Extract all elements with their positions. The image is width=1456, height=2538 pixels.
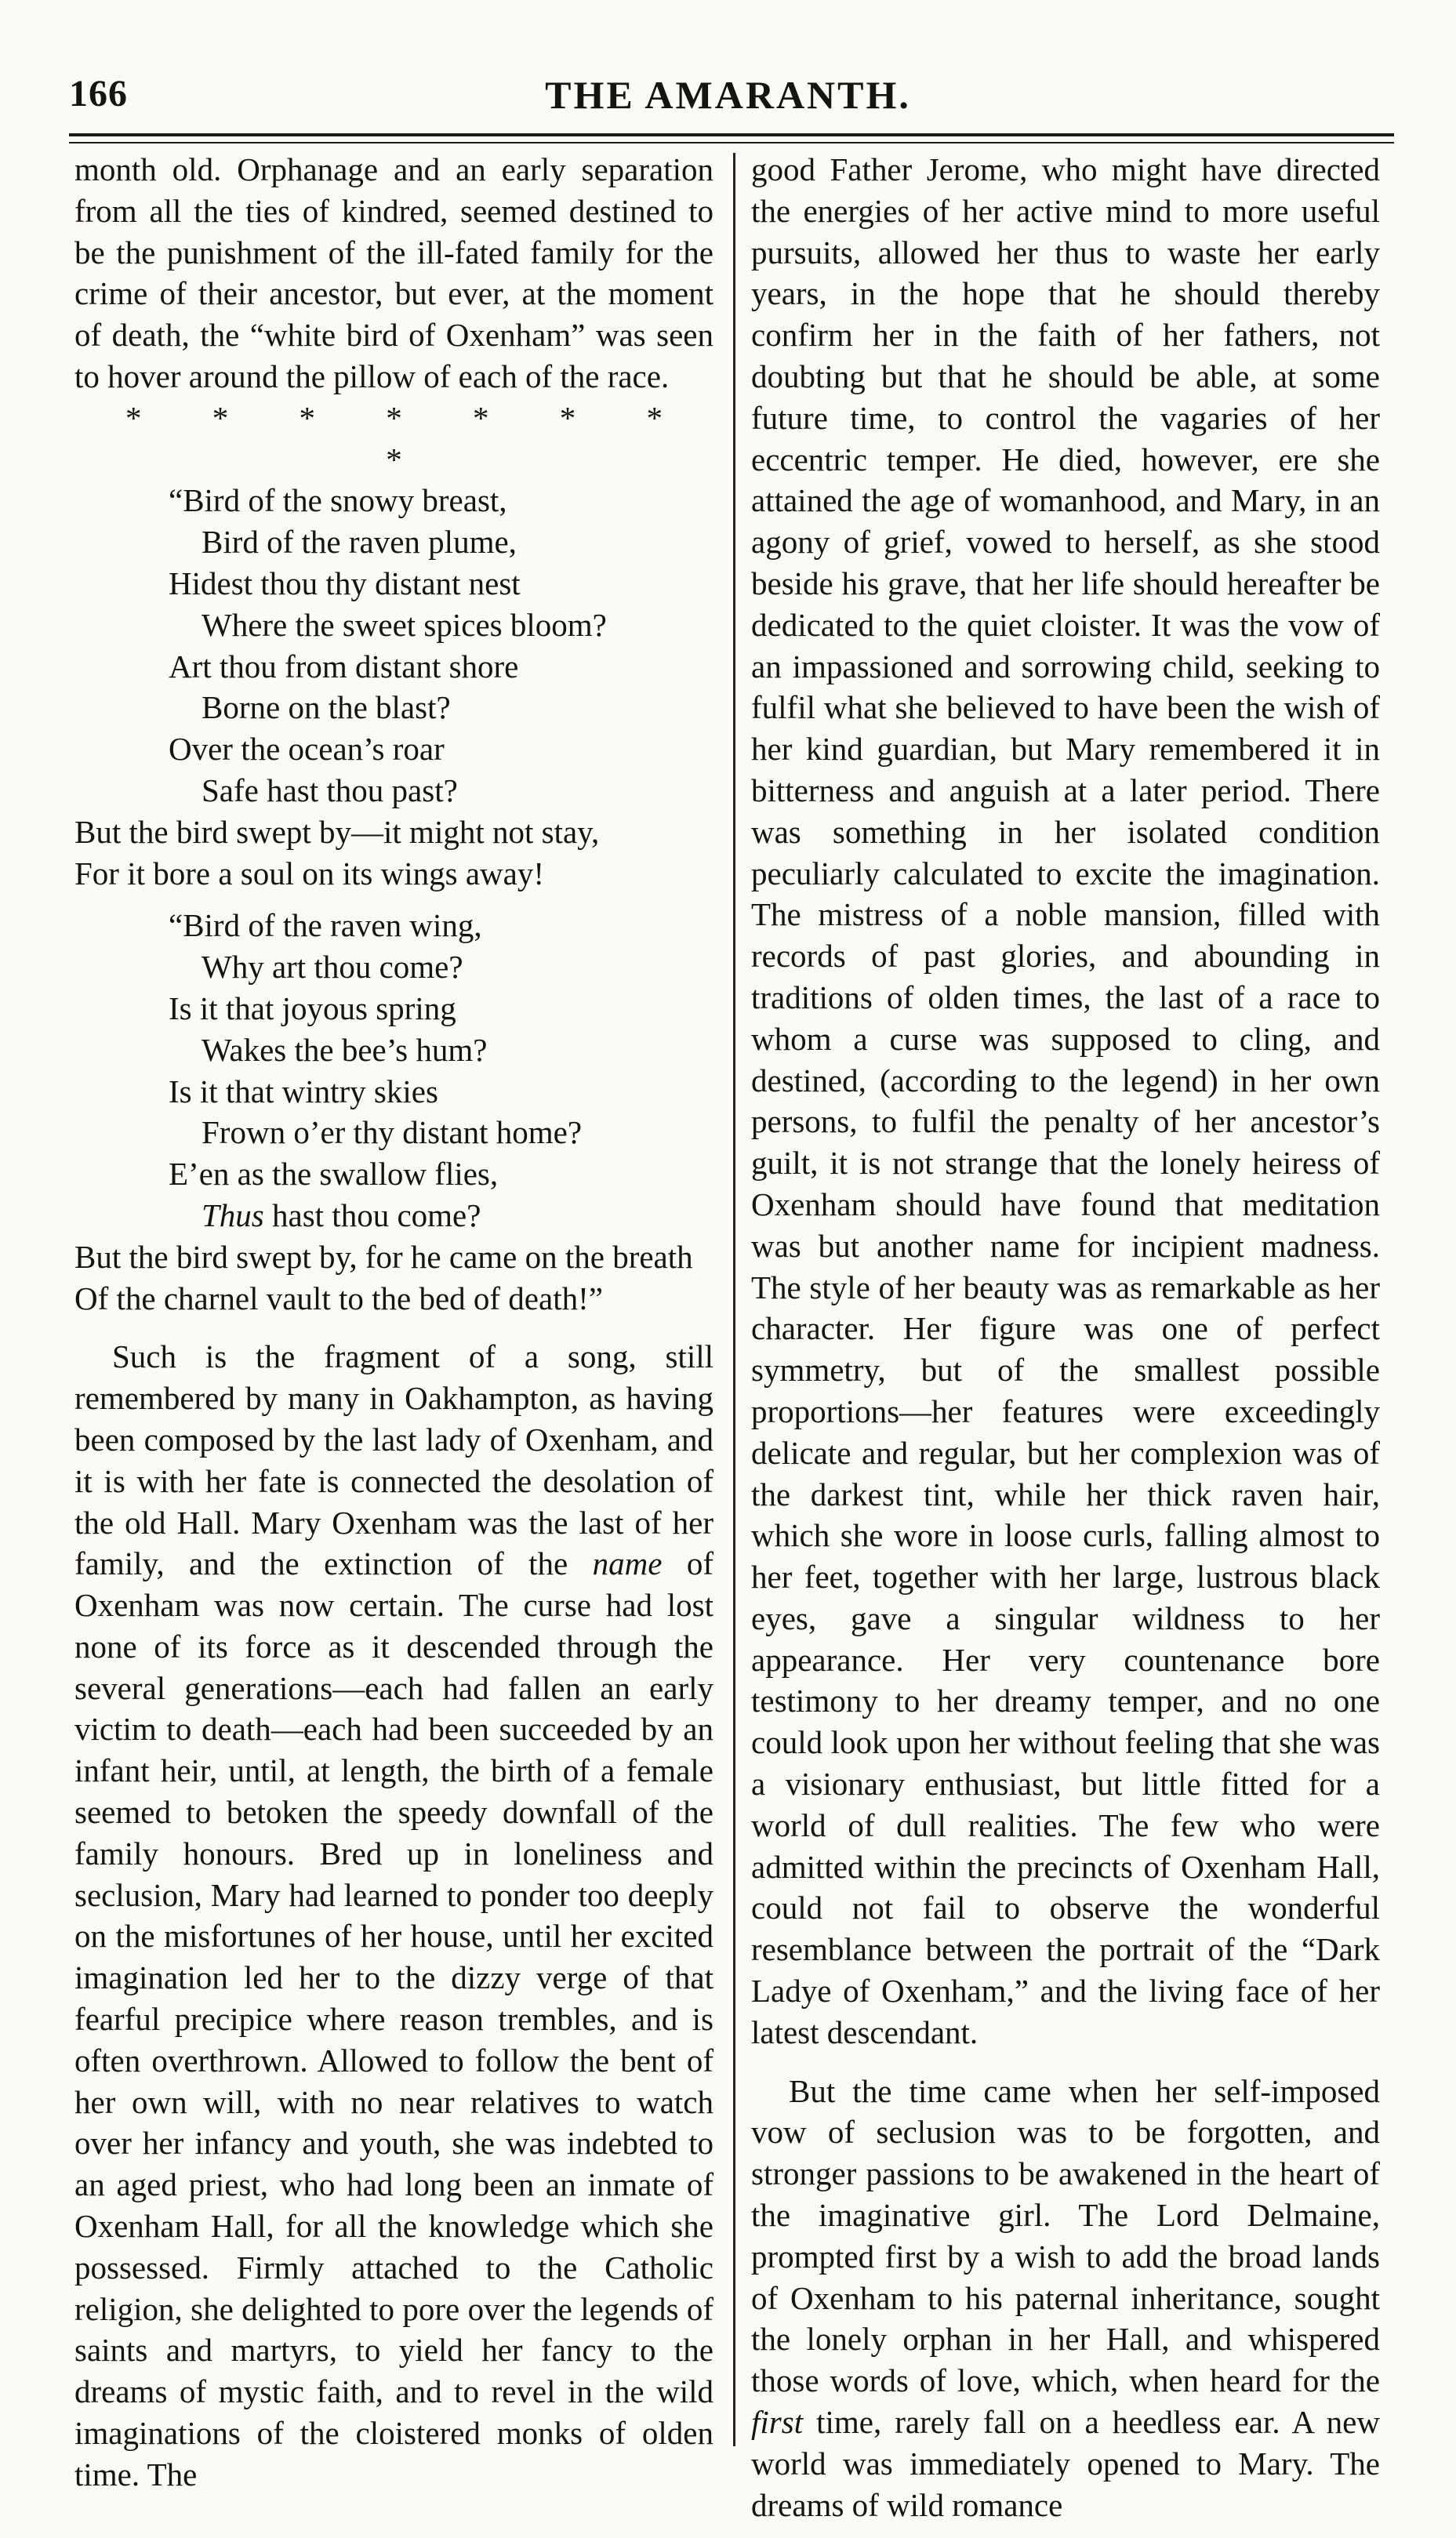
body-paragraph: good Father Jerome, who might have directed the energies of her active mind to more useful pursuits, allowed her thus to waste her early years, in the hope that he should thereby confirm her in the faith of her fathers, not doubting but that he should be able, at some future time, to control the vagaries of her eccentric temper. He died, however, ere she attained the age of womanhood, and Mary, in an agony of grief, vowed to herself, as she stood beside his grave, that her life should hereafter be dedicated to the quiet cloister. It was the vow of an impassioned and sorrowing child, seeking to fulfil what she believed to have been the wish of her kind guardian, but Mary remembered it in bitterness and anguish at a later period. There was something in her isolated condition peculiarly calculated to excite the imagination. The mistress of a noble mansion, filled with records of past glories, and abounding in traditions of olden times, the last of a race to whom a curse was supposed to cling, and destined, (according to the legend) in her own persons, to fulfil the penalty of her ancestor’s guilt, it is not strange that the lonely heiress of Oxenham should have found that meditation was but another name for incipient madness. The style of her beauty was as remarkable as her character. Her figure was one of perfect symmetry, but of the smallest possible proportions—her features were exceedingly delicate and regular, but her complexion was of the darkest tint, while her thick raven hair, which she wore in loose curls, falling almost to her feet, together with her large, lustrous black eyes, gave a singular wildness to her appearance. Her very countenance bore testimony to her dreamy temper, and no one could look upon her without feeling that she was a visionary enthusiast, but little fitted for a world of dull realities. The few who were admitted within the precincts of Oxenham Hall, could not fail to observe the wonderful resemblance between the portrait of the “Dark Ladye of Oxenham,” and the living face of her latest descendant. [751, 151, 1380, 2050]
page-number: 166 [69, 73, 128, 114]
column-divider [733, 153, 735, 2446]
poem-refrain-line: But the bird swept by—it might not stay, [74, 813, 600, 850]
poem-line: Where the sweet spices bloom? [202, 606, 607, 643]
poem-stanza-2 [74, 905, 713, 1319]
poem-line: Art thou from distant shore [169, 648, 519, 684]
italic-word: Thus [202, 1196, 264, 1233]
poem-line: Why art thou come? [202, 949, 463, 986]
poem-line: Bird of the raven plume, [202, 524, 517, 561]
poem-line: Borne on the blast? [202, 689, 451, 726]
poem-line: Over the ocean’s roar [169, 731, 445, 768]
poem-line: Wakes the bee’s hum? [202, 1031, 488, 1068]
poem-line [74, 1195, 713, 1236]
text-run: Such is the fragment of a song, still remembered by many in Oakhampton, as having been composed by the last lady of Oxenham, and it is with her fate is connected the desolation of the old Hall. Mary Oxenham was the last of her family, and the extinction of the [74, 1338, 713, 1582]
left-column [74, 149, 713, 2496]
poem-line: E’en as the swallow flies, [169, 1156, 499, 1193]
poem-line: Frown o’er thy distant home? [202, 1114, 583, 1151]
header-rule-thick [69, 133, 1394, 136]
opening-paragraph: month old. Orphanage and an early separation from all the ties of kindred, seemed destined to be the punishment of the ill-fated family for the crime of their ancestor, but ever, at the moment of death, the “white bird of Oxenham” was seen to hover around the pillow of each of the race. [74, 151, 713, 394]
poem-refrain-line: Of the charnel vault to the bed of death!” [74, 1280, 603, 1316]
running-title: THE AMARANTH. [545, 73, 911, 117]
poem-line: Hidest thou thy distant nest [169, 565, 521, 601]
poem-line-rest: hast thou come? [263, 1196, 481, 1233]
section-break-stars: * * * * * * * * [125, 399, 694, 477]
italic-word: name [592, 1545, 663, 1582]
poem-line: “Bird of the raven wing, [169, 907, 482, 944]
poem-refrain-line: For it bore a soul on its wings away! [74, 855, 544, 891]
poem-line: Is it that wintry skies [169, 1073, 438, 1109]
right-column [751, 149, 1380, 2525]
body-paragraph [74, 1336, 713, 2495]
italic-word: first [751, 2404, 804, 2441]
text-run: time, rarely fall on a heedless ear. A new world was immediately opened to Mary. The dreams of wild romance [751, 2404, 1380, 2523]
body-paragraph [751, 2071, 1380, 2526]
header-rule-thin [69, 142, 1394, 143]
poem-line: Is it that joyous spring [169, 989, 456, 1026]
poem-refrain-line: But the bird swept by, for he came on the breath [74, 1238, 693, 1275]
poem-line: Safe hast thou past? [202, 772, 458, 808]
text-run: of Oxenham was now certain. The curse had lost none of its force as it descended through the several generations—each had fallen an early victim to death—each had been succeeded by an infant heir, until, at length, the birth of a female seemed to betoken the speedy downfall of the family honours. Bred up in loneliness and seclusion, Mary had learned to ponder too deeply on the misfortunes of her house, until her excited imagination led her to the dizzy verge of that fearful precipice where reason trembles, and is often overthrown. Allowed to follow the bent of her own will, with no near relatives to watch over her infancy and youth, she was indebted to an aged priest, who had long been an inmate of Oxenham Hall, for all the knowledge which she possessed. Firmly attached to the Catholic religion, she delighted to pore over the legends of saints and martyrs, to yield her fancy to the dreams of mystic faith, and to revel in the wild imaginations of the cloistered monks of olden time. The [74, 1545, 713, 2493]
text-run: But the time came when her self-imposed vow of seclusion was to be forgotten, and stronger passions to be awakened in the heart of the imaginative girl. The Lord Delmaine, prompted first by a wish to add the broad lands of Oxenham to his paternal inheritance, sought the lonely orphan in her Hall, and whispered those words of love, which, when heard for the [751, 2072, 1380, 2399]
poem-line: “Bird of the snowy breast, [169, 482, 507, 519]
poem-stanza-1 [74, 480, 713, 894]
